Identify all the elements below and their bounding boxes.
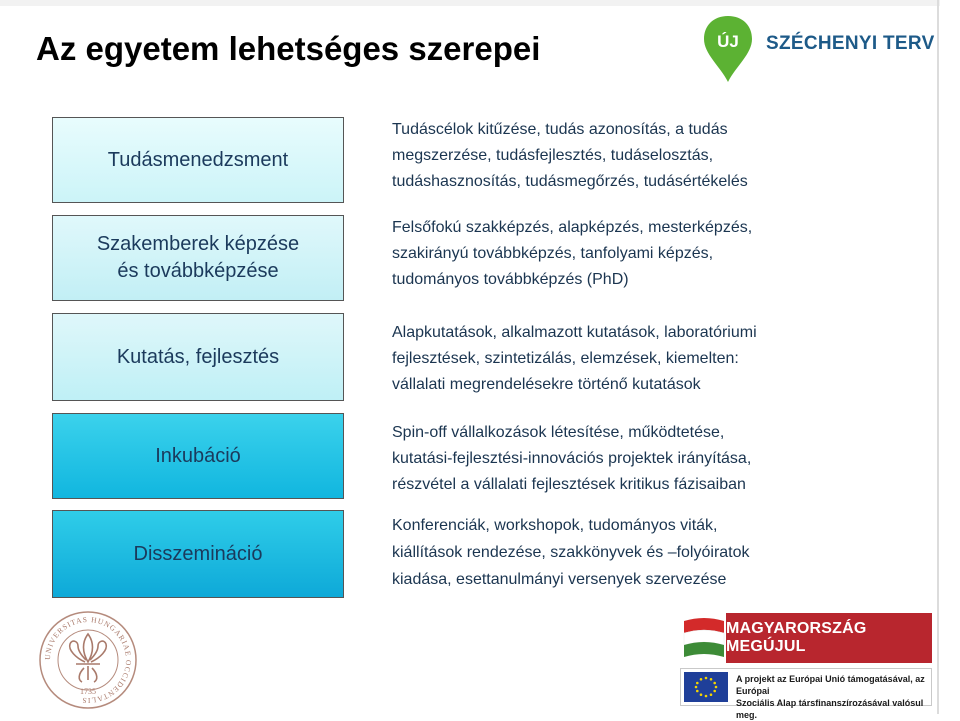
description-line: megszerzése, tudásfejlesztés, tudáselosztás, — [392, 147, 714, 164]
magyarorszag-megujul-slogan: MAGYARORSZÁG MEGÚJUL — [726, 613, 932, 663]
description-line: Tudáscélok kitűzése, tudás azonosítás, a tudás — [392, 121, 728, 138]
description-line: szakirányú továbbképzés, tanfolyami képzés, — [392, 245, 714, 262]
role-description-tudasmenedzsment — [392, 117, 932, 195]
role-description-szakemberek-kepzese — [392, 215, 932, 293]
role-label: Tudásmenedzsment — [107, 148, 289, 171]
description-line: tudáshasznosítás, tudásmegőrzés, tudásértékelés — [392, 173, 748, 190]
description-line: Alapkutatások, alkalmazott kutatások, laboratóriumi — [392, 324, 757, 341]
right-edge-line — [937, 0, 939, 714]
role-box-inkubacio — [52, 413, 344, 499]
role-description-inkubacio — [392, 420, 932, 498]
description-line: tudományos továbbképzés (PhD) — [392, 271, 629, 288]
description-line: Konferenciák, workshopok, tudományos viták, — [392, 517, 718, 534]
seal-ring-text: UNIVERSITAS HUNGARIAE OCCIDENTALIS — [42, 614, 134, 706]
eu-support-line-1: A projekt az Európai Unió támogatásával, az Európai — [736, 674, 925, 696]
top-border — [0, 0, 940, 6]
eu-support-line-2: Szociális Alap társfinanszírozásával valósul meg. — [736, 698, 924, 720]
description-line: részvétel a vállalati fejlesztések kritikus fázisaiban — [392, 476, 746, 493]
seal-year: 1735 — [80, 687, 96, 696]
university-seal-logo — [28, 608, 148, 712]
role-label: Disszemináció — [133, 542, 263, 565]
fleur-de-lis-icon — [70, 634, 107, 682]
slide-title: Az egyetem lehetséges szerepei — [36, 30, 541, 67]
role-box-tudasmenedzsment — [52, 117, 344, 203]
role-box-szakemberek-kepzese — [52, 215, 344, 301]
role-label-line-1: Szakemberek képzése — [96, 233, 300, 255]
eu-flag-icon — [684, 672, 728, 702]
description-line: kiállítások rendezése, szakkönyvek és –folyóiratok — [392, 544, 750, 561]
description-line: Spin-off vállalkozások létesítése, működtetése, — [392, 424, 725, 441]
role-label-line-2: és továbbképzése — [117, 260, 279, 282]
description-line: kutatási-fejlesztési-innovációs projektek irányítása, — [392, 450, 752, 467]
description-line: kiadása, esettanulmányi versenyek szervezése — [392, 571, 727, 588]
role-description-kutatas-fejlesztes — [392, 320, 932, 398]
role-box-kutatas-fejlesztes — [52, 313, 344, 401]
description-line: fejlesztések, szintetizálás, elemzések, kiemelten: — [392, 350, 739, 367]
role-label: Kutatás, fejlesztés — [116, 345, 280, 368]
role-label: Inkubáció — [155, 444, 241, 467]
szechenyi-terv-name: SZÉCHENYI TERV — [766, 33, 935, 54]
logo-badge-text: ÚJ — [717, 32, 739, 51]
role-description-disszeminacio — [392, 512, 932, 593]
description-line: Felsőfokú szakképzés, alapképzés, mesterképzés, — [392, 219, 753, 236]
role-box-disszeminacio — [52, 510, 344, 598]
description-line: vállalati megrendelésekre történő kutatások — [392, 376, 701, 393]
hungarian-flag-icon — [680, 613, 726, 663]
